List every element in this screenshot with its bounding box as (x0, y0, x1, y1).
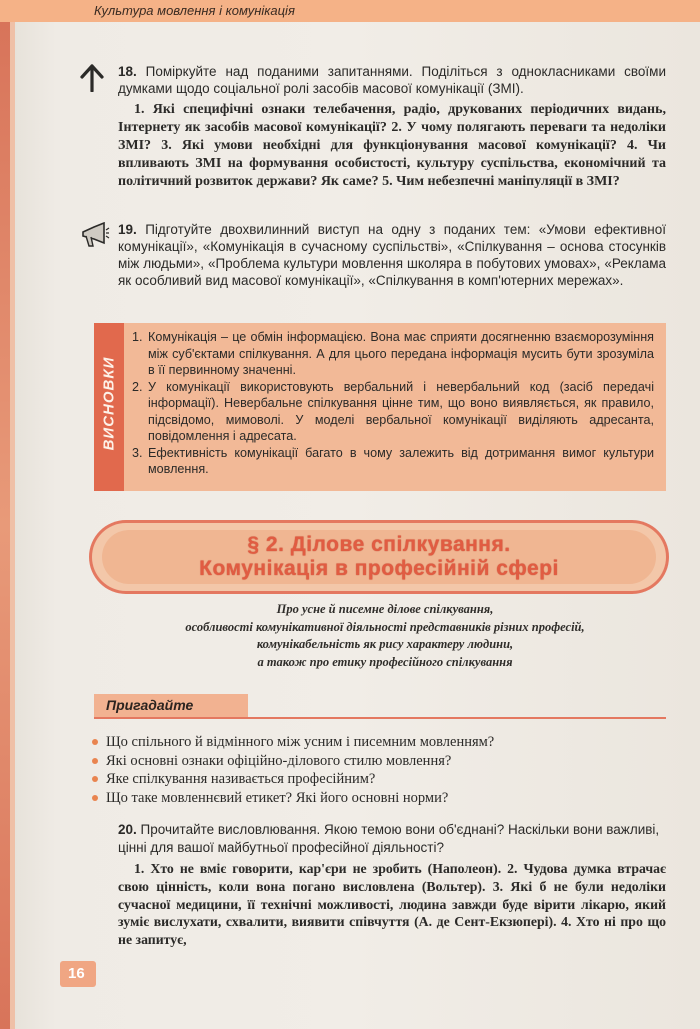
conclusion-number: 1. (132, 330, 143, 344)
task-18 (118, 63, 666, 97)
list-item (90, 770, 666, 789)
intro-line: особливості комунікативної діяльності представників різних професій, (185, 619, 585, 634)
conclusion-number: 3. (132, 445, 143, 460)
list-item (90, 733, 666, 752)
conclusion-item (132, 329, 654, 379)
bullet-icon (92, 758, 98, 764)
page-number: 16 (68, 965, 85, 982)
task-20 (118, 821, 666, 856)
bullet-icon (92, 776, 98, 782)
conclusions-list (132, 329, 654, 478)
conclusion-text: Комунікація – це обмін інформацією. Вона має сприяти досягненню взаєморозуміння між суб'єктами спілкування. А для цього передана інформація мусить бути зрозуміла в її первинному значенні. (148, 330, 654, 377)
section-title-banner (92, 523, 666, 591)
conclusion-item (132, 379, 654, 445)
task-18-text: Поміркуйте над поданими запитаннями. Поділіться з однокласниками своїми думками щодо соціальної ролі засобів масової комунікації (ЗМІ). (118, 64, 666, 96)
megaphone-icon (80, 222, 110, 248)
conclusion-text: Ефективність комунікації багато в чому залежить від дотримання вимог культури мовлення. (148, 445, 654, 476)
conclusion-text: У комунікації використовують вербальний і невербальний код (засіб передачі інформації). Невербальне спілкування цінне тим, що воно виявляється, як правило, підсвідомо, мимоволі. У моделі вербальної комунікації виділяють адресанта, повідомлення і адресата. (148, 379, 654, 443)
running-header (0, 0, 700, 22)
list-item-text: Яке спілкування називається професійним? (106, 771, 376, 787)
task-20-text: Прочитайте висловлювання. Якою темою вони об'єднані? Наскільки вони важливі, цінні для вашої майбутньої професійної діяльності? (118, 822, 660, 855)
remember-label: Пригадайте (106, 697, 194, 713)
task-18-number: 18. (118, 64, 137, 79)
list-item-text: Які основні ознаки офіційно-ділового стилю мовлення? (106, 752, 452, 769)
intro-line: комунікабельність як рису характеру людини, (256, 637, 514, 651)
list-item (90, 789, 666, 808)
task-18-questions: 1. Які специфічні ознаки телебачення, радіо, друкованих періодичних видань, Інтернету як засобів масової комунікації? 2. У чому полягають переваги та недоліки ЗМІ? 3. Які умови необхідні для функціонування масової комунікації? 4. Чи впливають ЗМІ на формування особистості, культуру суспільства, економічний та політичний розвиток держави? Як саме? 5. Чим небезпечні маніпуляції в ЗМІ? (118, 102, 666, 189)
running-header-title: Культура мовлення і комунікація (94, 3, 295, 18)
section-title-line-1: § 2. Ділове спілкування. (247, 533, 511, 556)
arrow-up-icon (80, 64, 104, 92)
list-item-text: Що таке мовленнєвий етикет? Які його основні норми? (106, 789, 449, 806)
conclusion-number: 2. (132, 379, 143, 394)
task-19 (118, 221, 666, 289)
conclusion-item (132, 445, 654, 478)
task-20-quotes: 1. Хто не вміє говорити, кар'єри не зробить (Наполеон). 2. Чудова думка втрачає свою цінність, коли вона погано висловлена (Вольтер). 3. Які б не були недоліки сучасної медицини, її технічні можливості, людина завжди буде вірити лікарю, який зуміє вислухати, схвалити, виявити співчуття (А. де Сент-Екзюпері). 4. Хто ні про що не запитує, (118, 861, 666, 948)
conclusions-label: ВИСНОВКИ (100, 356, 118, 451)
left-margin-bar (0, 22, 10, 1029)
conclusions-box (94, 323, 666, 491)
task-20-number: 20. (118, 822, 137, 837)
left-margin-stripe (10, 22, 15, 1029)
bullet-icon (92, 739, 98, 745)
remember-list (90, 733, 666, 807)
remember-divider (94, 717, 666, 719)
intro-line: а також про етику професійного спілкування (257, 654, 513, 669)
list-item (90, 752, 666, 771)
list-item-text: Що спільного й відмінного між усним і писемним мовленням? (106, 734, 495, 750)
conclusions-side-label (94, 323, 124, 491)
section-intro (120, 601, 650, 671)
intro-line: Про усне й писемне ділове спілкування, (276, 602, 494, 616)
task-19-number: 19. (118, 222, 137, 237)
task-19-text: Підготуйте двохвилинний виступ на одну з поданих тем: «Умови ефективної комунікації», «Комунікація в сучасному суспільстві», «Спілкування – основа стосунків між людьми», «Проблема культури мовлення школяра в побутових умовах», «Реклама як особливий вид масової комунікації», «Спілкування в комп'ютерних мережах». (118, 222, 666, 288)
section-title-line-2: Комунікація в професійній сфері (199, 557, 559, 580)
bullet-icon (92, 795, 98, 801)
remember-heading (94, 694, 248, 718)
page-number-badge (60, 961, 96, 987)
